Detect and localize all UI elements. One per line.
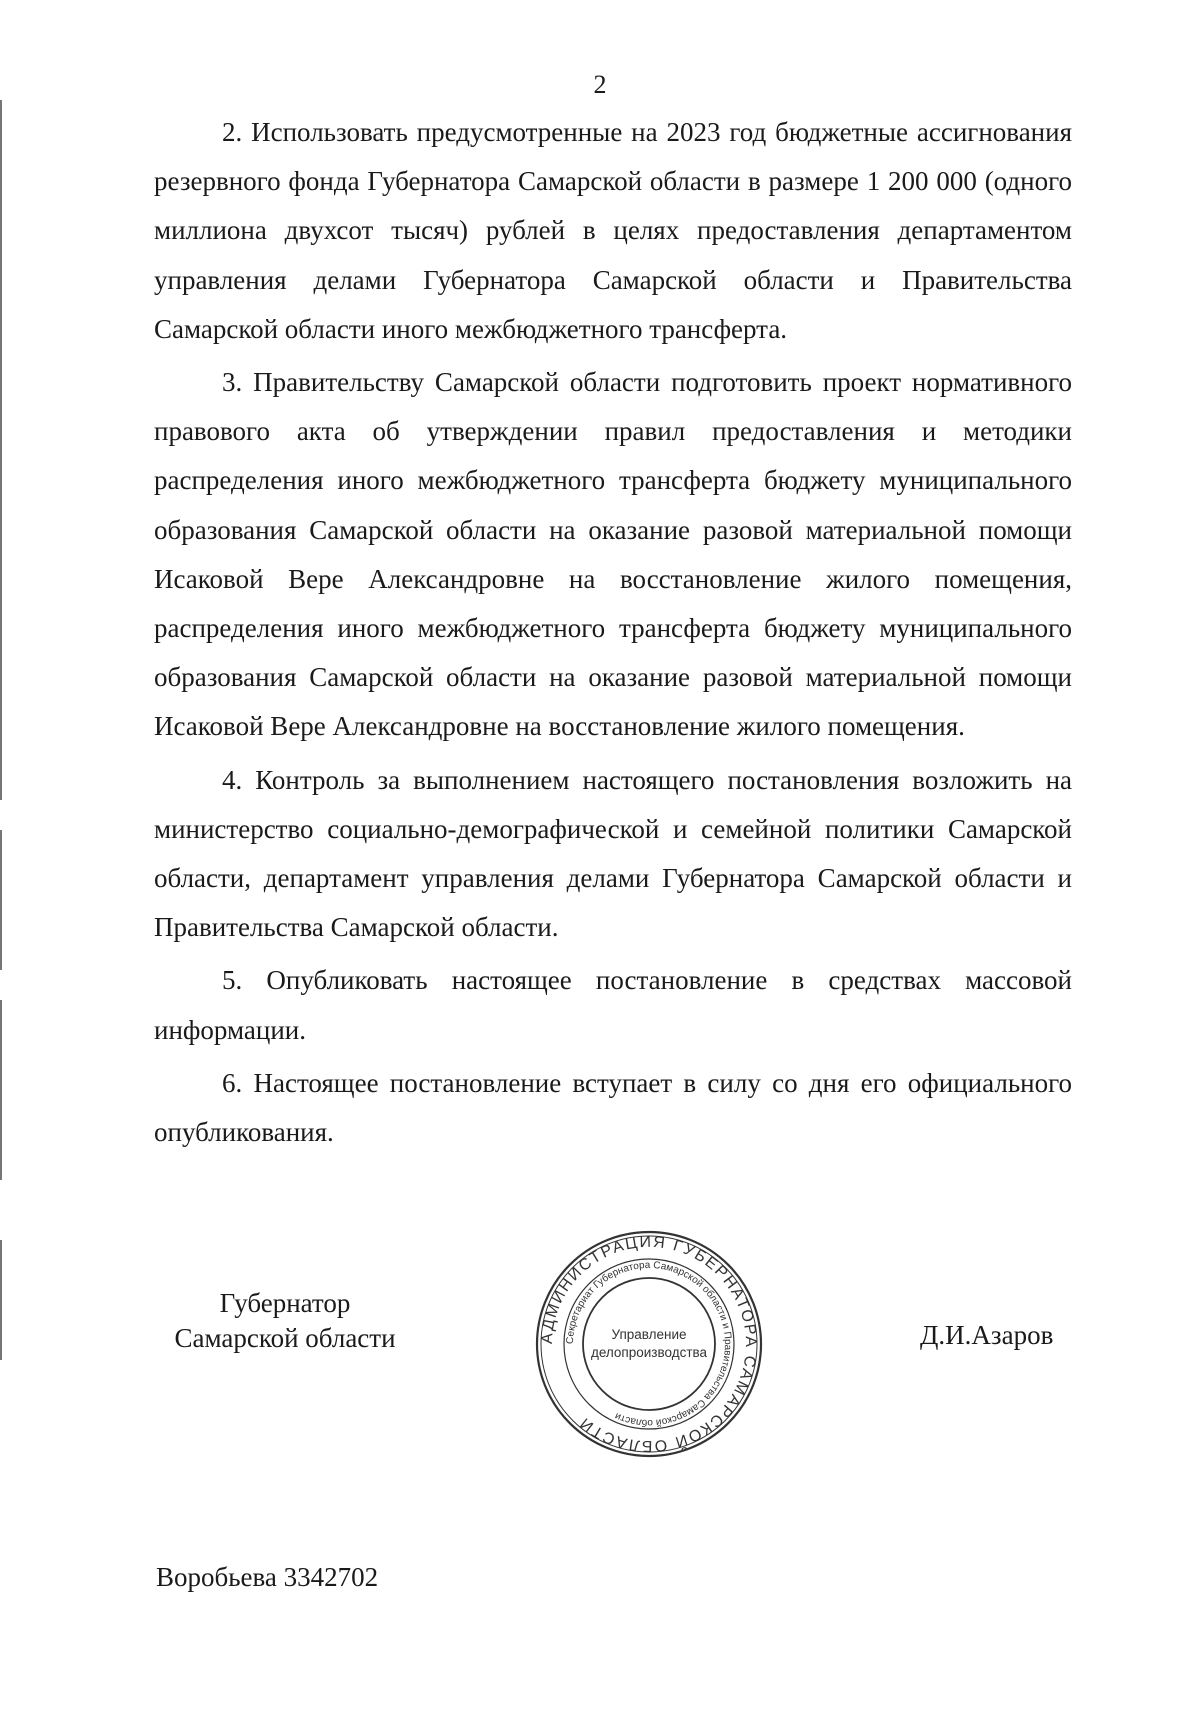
- stamp-center: [583, 1278, 715, 1410]
- page-number: 2: [593, 70, 607, 99]
- document-body: [154, 108, 1072, 1161]
- paragraph-4: 4. Контроль за выполнением настоящего постановления возложить на министерство социально-демографической и семейной политики Самарской области, департамент управления делами Губернатора Самарской области и Правительства Самарской области.: [154, 764, 1072, 943]
- paragraph-2: 2. Использовать предусмотренные на 2023 год бюджетные ассигнования резервного фонда Губернатора Самарской области в размере 1 200 000 (одного миллиона двухсот тысяч) рублей в целях предоставления департаментом управления делами Губернатора Самарской области и Правительства Самарской области иного межбюджетного трансферта.: [154, 117, 1072, 344]
- left-margin-scan-marks: [0, 0, 6, 1714]
- stamp-center-line2: делопроизводства: [590, 1345, 708, 1360]
- paragraph-5: 5. Опубликовать настоящее постановление в средствах массовой информации.: [154, 965, 1072, 1045]
- stamp-center-line1: Управление: [611, 1327, 687, 1342]
- signatory-name: Д.И.Азаров: [920, 1320, 1054, 1350]
- signatory-position: [150, 1286, 420, 1356]
- paragraph-6: 6. Настоящее постановление вступает в силу со дня его официального опубликования.: [154, 1067, 1072, 1148]
- executor-info: Воробьева 3342702: [156, 1562, 379, 1592]
- signatory-position-line1: Губернатор: [219, 1288, 351, 1318]
- official-stamp: [533, 1228, 765, 1460]
- stamp-outer-text: АДМИНИСТРАЦИЯ ГУБЕРНАТОРА САМАРСКОЙ ОБЛАСТИ: [538, 1233, 760, 1455]
- paragraph-3: 3. Правительству Самарской области подготовить проект нормативного правового акта об утверждении правил предоставления и методики распределения иного межбюджетного трансферта бюджету муниципального образования Самарской области на оказание разовой материальной помощи Исаковой Вере Александровне на восстановление жилого помещения, распределения иного межбюджетного трансферта бюджету муниципального образования Самарской области на оказание разовой материальной помощи Исаковой Вере Александровне на восстановление жилого помещения.: [154, 367, 1072, 742]
- stamp-ring-text: Секретариат Губернатора Самарской области и Правительства Самарской области: [564, 1259, 734, 1429]
- signatory-position-line2: Самарской области: [174, 1323, 396, 1353]
